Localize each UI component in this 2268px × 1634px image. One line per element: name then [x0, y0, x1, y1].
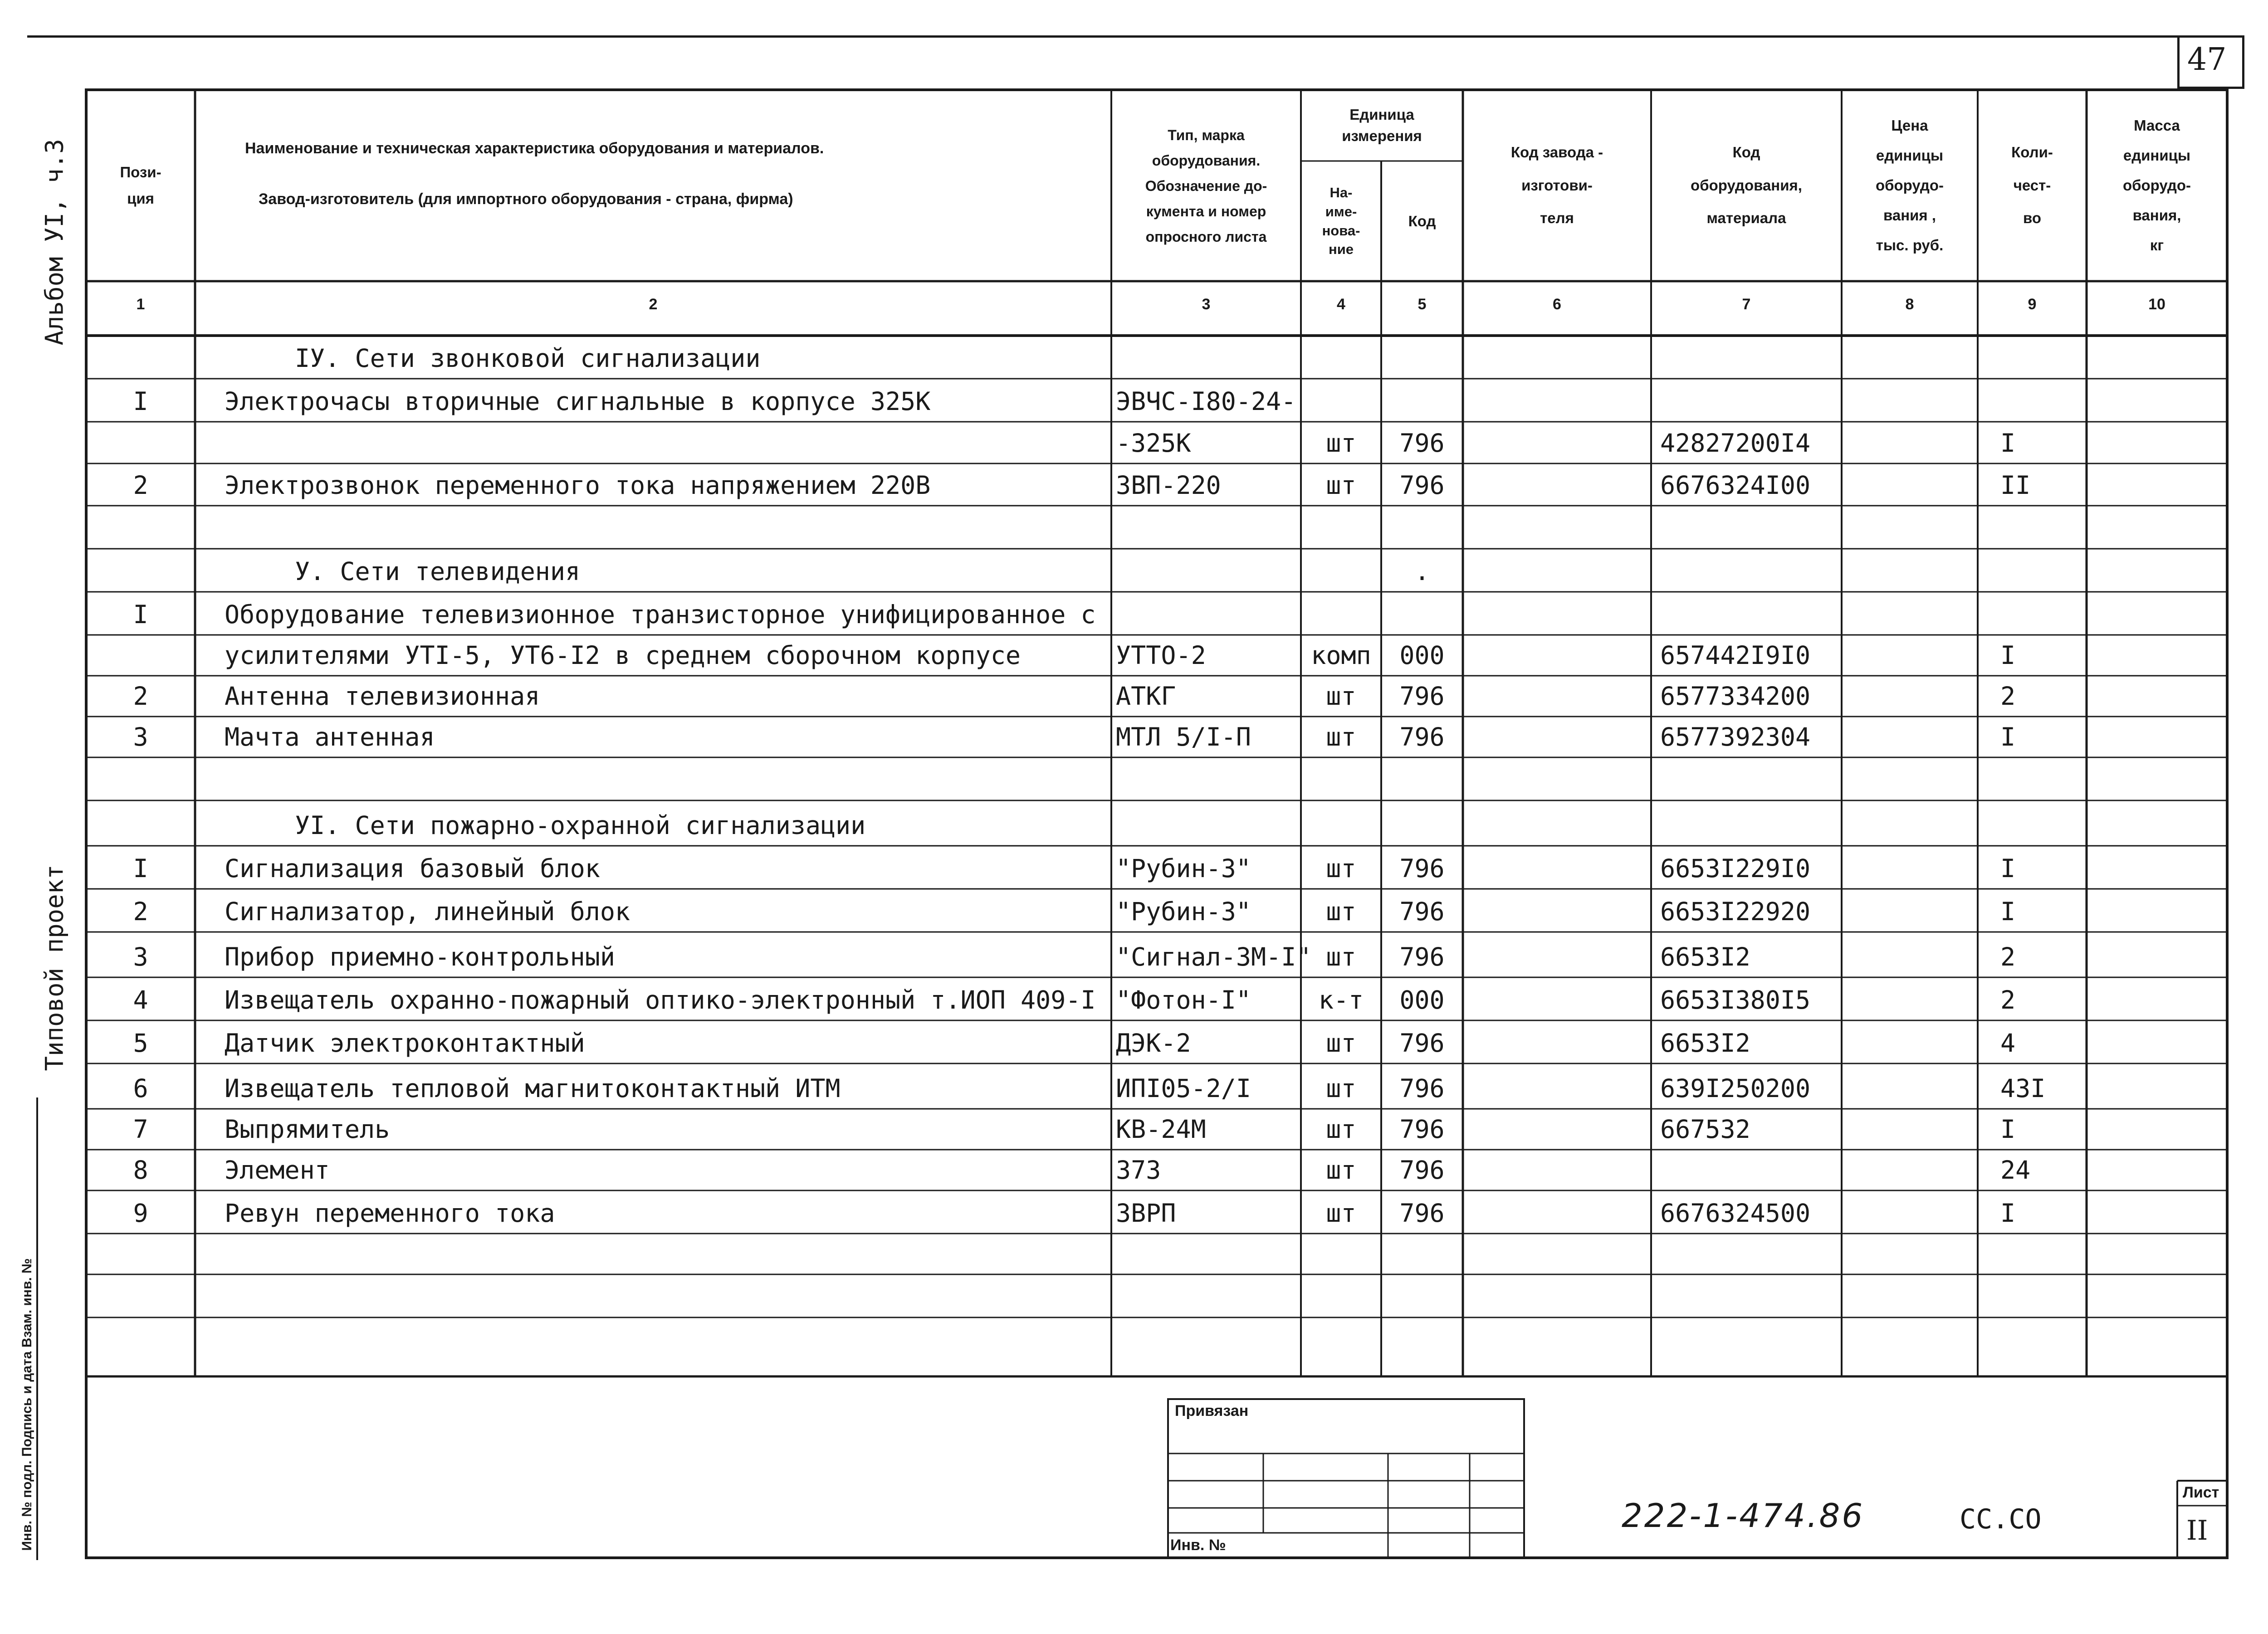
cell-name: Датчик электроконтактный: [225, 1029, 585, 1058]
cell-mat: 6577392304: [1660, 722, 1811, 751]
cell-code: 000: [1399, 985, 1445, 1015]
cell-name: Сигнализация базовый блок: [225, 854, 600, 883]
colnum-6: 6: [1553, 296, 1561, 313]
cell-unit: шт: [1326, 1074, 1356, 1103]
stamp-fields: Инв. № подл. Подпись и дата Взам. инв. №: [20, 1258, 34, 1551]
cell-pos: 7: [133, 1115, 148, 1144]
cell-name: IУ. Сети звонковой сигнализации: [295, 344, 761, 373]
cell-mat: 6676324500: [1660, 1199, 1811, 1228]
cell-type: ИПI05-2/I: [1116, 1074, 1251, 1103]
cell-unit: комп: [1311, 641, 1371, 670]
cell-type: МТЛ 5/I-П: [1116, 722, 1251, 751]
cell-type: 373: [1116, 1156, 1161, 1185]
cell-type: КВ-24М: [1116, 1115, 1206, 1144]
header-unit-group: Единица измерения: [1342, 106, 1422, 144]
colnum-5: 5: [1418, 296, 1427, 313]
cell-code: 796: [1399, 1156, 1445, 1185]
cell-mat: 6653I22920: [1660, 897, 1811, 926]
header-material-code: Код оборудования, материала: [1691, 144, 1802, 227]
header-mass: Масса единицы оборудо- вания, кг: [2122, 117, 2191, 254]
cell-name: Извещатель охранно-пожарный оптико-электронный т.ИОП 409-I: [225, 985, 1096, 1015]
cell-pos: 3: [133, 942, 148, 971]
cell-code: 796: [1399, 1029, 1445, 1058]
cell-code: 796: [1399, 1115, 1445, 1144]
cell-pos: 3: [133, 722, 148, 751]
cell-code: 796: [1399, 942, 1445, 971]
cell-qty: 24: [2000, 1156, 2031, 1185]
cell-qty: I: [2000, 897, 2016, 926]
project-label: Типовой проект: [40, 864, 69, 1071]
cell-name: усилителями УТI-5, УТ6-I2 в среднем сборочном корпусе: [225, 641, 1021, 670]
document-number: 222-1-474.86: [1622, 1497, 1865, 1535]
cell-name: Электрозвонок переменного тока напряжением 220В: [225, 471, 931, 500]
cell-type: "Сигнал-3М-I": [1116, 942, 1311, 971]
header-quantity: Коли- чест- во: [2011, 144, 2053, 227]
cell-qty: I: [2000, 429, 2016, 458]
cell-type: "Фотон-I": [1116, 985, 1251, 1015]
cell-name: Ревун переменного тока: [225, 1199, 555, 1228]
header-name-line1: Наименование и техническая характеристика оборудования и материалов.: [245, 140, 824, 157]
cell-unit: шт: [1326, 1199, 1356, 1228]
cell-code: 796: [1399, 471, 1445, 500]
cell-mat: 667532: [1660, 1115, 1750, 1144]
cell-name: Извещатель тепловой магнитоконтактный ИТМ: [225, 1074, 841, 1103]
header-position: Пози- ция: [120, 164, 161, 207]
inv-no-label: Инв. №: [1170, 1536, 1226, 1554]
header-name-line2: Завод-изготовитель (для импортного оборудования - страна, фирма): [259, 190, 793, 208]
cell-name: У. Сети телевидения: [295, 557, 581, 586]
colnum-8: 8: [1905, 296, 1914, 313]
cell-pos: 5: [133, 1029, 148, 1058]
header-price: Цена единицы оборудо- вания , тыс. руб.: [1875, 117, 1944, 254]
colnum-1: 1: [136, 296, 145, 313]
cell-name: УI. Сети пожарно-охранной сигнализации: [295, 811, 866, 840]
cell-type: АТКГ: [1116, 682, 1176, 711]
cell-name: Прибор приемно-контрольный: [225, 942, 615, 971]
cell-qty: 2: [2000, 942, 2016, 971]
cell-code: .: [1414, 557, 1430, 586]
header-factory-code: Код завода - изготови- теля: [1510, 144, 1603, 227]
cell-name: Выпрямитель: [225, 1115, 390, 1144]
cell-qty: I: [2000, 641, 2016, 670]
cell-name: Мачта антенная: [225, 722, 435, 751]
cell-qty: 2: [2000, 682, 2016, 711]
cell-pos: 9: [133, 1199, 148, 1228]
cell-unit: шт: [1326, 854, 1356, 883]
header-unit-code: Код: [1408, 212, 1436, 229]
cell-qty: 2: [2000, 985, 2016, 1015]
cell-unit: шт: [1326, 897, 1356, 926]
cell-qty: I: [2000, 1115, 2016, 1144]
cell-type: "Рубин-3": [1116, 897, 1251, 926]
cell-type: ЗВРП: [1116, 1199, 1176, 1228]
cell-unit: шт: [1326, 1029, 1356, 1058]
document-code: СС.СО: [1960, 1503, 2042, 1535]
sheet-number: II: [2186, 1515, 2208, 1546]
album-label: Альбом УI, ч.3: [40, 139, 69, 346]
cell-type: "Рубин-3": [1116, 854, 1251, 883]
cell-code: 796: [1399, 854, 1445, 883]
cell-mat: 6653I2: [1660, 942, 1750, 971]
cell-code: 796: [1399, 1199, 1445, 1228]
cell-name: Элемент: [225, 1156, 330, 1185]
cell-type: ЭВЧС-I80-24-: [1116, 387, 1296, 416]
header-unit-name: На- име- нова- ние: [1322, 184, 1360, 258]
cell-type: УТТО-2: [1116, 641, 1206, 670]
cell-unit: шт: [1326, 1115, 1356, 1144]
header-type: Тип, марка оборудования. Обозначение до- кумента и номер опросного листа: [1145, 127, 1267, 245]
cell-unit: к-т: [1318, 985, 1364, 1015]
cell-pos: I: [133, 854, 148, 883]
colnum-9: 9: [2028, 296, 2037, 313]
colnum-2: 2: [649, 296, 658, 313]
cell-pos: 2: [133, 471, 148, 500]
cell-type: ДЭК-2: [1116, 1029, 1191, 1058]
cell-qty: 43I: [2000, 1074, 2046, 1103]
cell-code: 796: [1399, 897, 1445, 926]
colnum-7: 7: [1742, 296, 1751, 313]
cell-pos: 6: [133, 1074, 148, 1103]
cell-unit: шт: [1326, 429, 1356, 458]
cell-unit: шт: [1326, 682, 1356, 711]
cell-code: 796: [1399, 429, 1445, 458]
cell-pos: 2: [133, 897, 148, 926]
sheet-corner-number: 47: [2187, 42, 2227, 78]
cell-mat: 657442I9I0: [1660, 641, 1811, 670]
cell-unit: шт: [1326, 942, 1356, 971]
cell-type: -325К: [1116, 429, 1191, 458]
cell-pos: 2: [133, 682, 148, 711]
colnum-4: 4: [1337, 296, 1345, 313]
cell-pos: 4: [133, 985, 148, 1015]
colnum-3: 3: [1202, 296, 1211, 313]
privyazan-label: Привязан: [1175, 1402, 1249, 1419]
cell-pos: 8: [133, 1156, 148, 1185]
colnum-10: 10: [2148, 296, 2165, 313]
cell-mat: 639I250200: [1660, 1074, 1811, 1103]
cell-unit: шт: [1326, 1156, 1356, 1185]
cell-name: Антенна телевизионная: [225, 682, 540, 711]
cell-mat: 6676324I00: [1660, 471, 1811, 500]
cell-pos: I: [133, 387, 148, 416]
cell-name: Электрочасы вторичные сигнальные в корпусе 325К: [225, 387, 931, 416]
cell-mat: 6577334200: [1660, 682, 1811, 711]
cell-qty: 4: [2000, 1029, 2016, 1058]
cell-mat: 6653I380I5: [1660, 985, 1811, 1015]
cell-name: Сигнализатор, линейный блок: [225, 897, 631, 926]
cell-code: 000: [1399, 641, 1445, 670]
cell-unit: шт: [1326, 471, 1356, 500]
cell-type: ЗВП-220: [1116, 471, 1221, 500]
cell-qty: I: [2000, 854, 2016, 883]
cell-code: 796: [1399, 1074, 1445, 1103]
cell-mat: 6653I229I0: [1660, 854, 1811, 883]
cell-code: 796: [1399, 682, 1445, 711]
cell-mat: 6653I2: [1660, 1029, 1750, 1058]
cell-pos: I: [133, 600, 148, 629]
cell-name: Оборудование телевизионное транзисторное унифицированное с: [225, 600, 1096, 629]
cell-qty: II: [2000, 471, 2031, 500]
cell-unit: шт: [1326, 722, 1356, 751]
sheet-label: Лист: [2183, 1484, 2219, 1501]
cell-qty: I: [2000, 722, 2016, 751]
cell-mat: 42827200I4: [1660, 429, 1811, 458]
cell-qty: I: [2000, 1199, 2016, 1228]
cell-code: 796: [1399, 722, 1445, 751]
